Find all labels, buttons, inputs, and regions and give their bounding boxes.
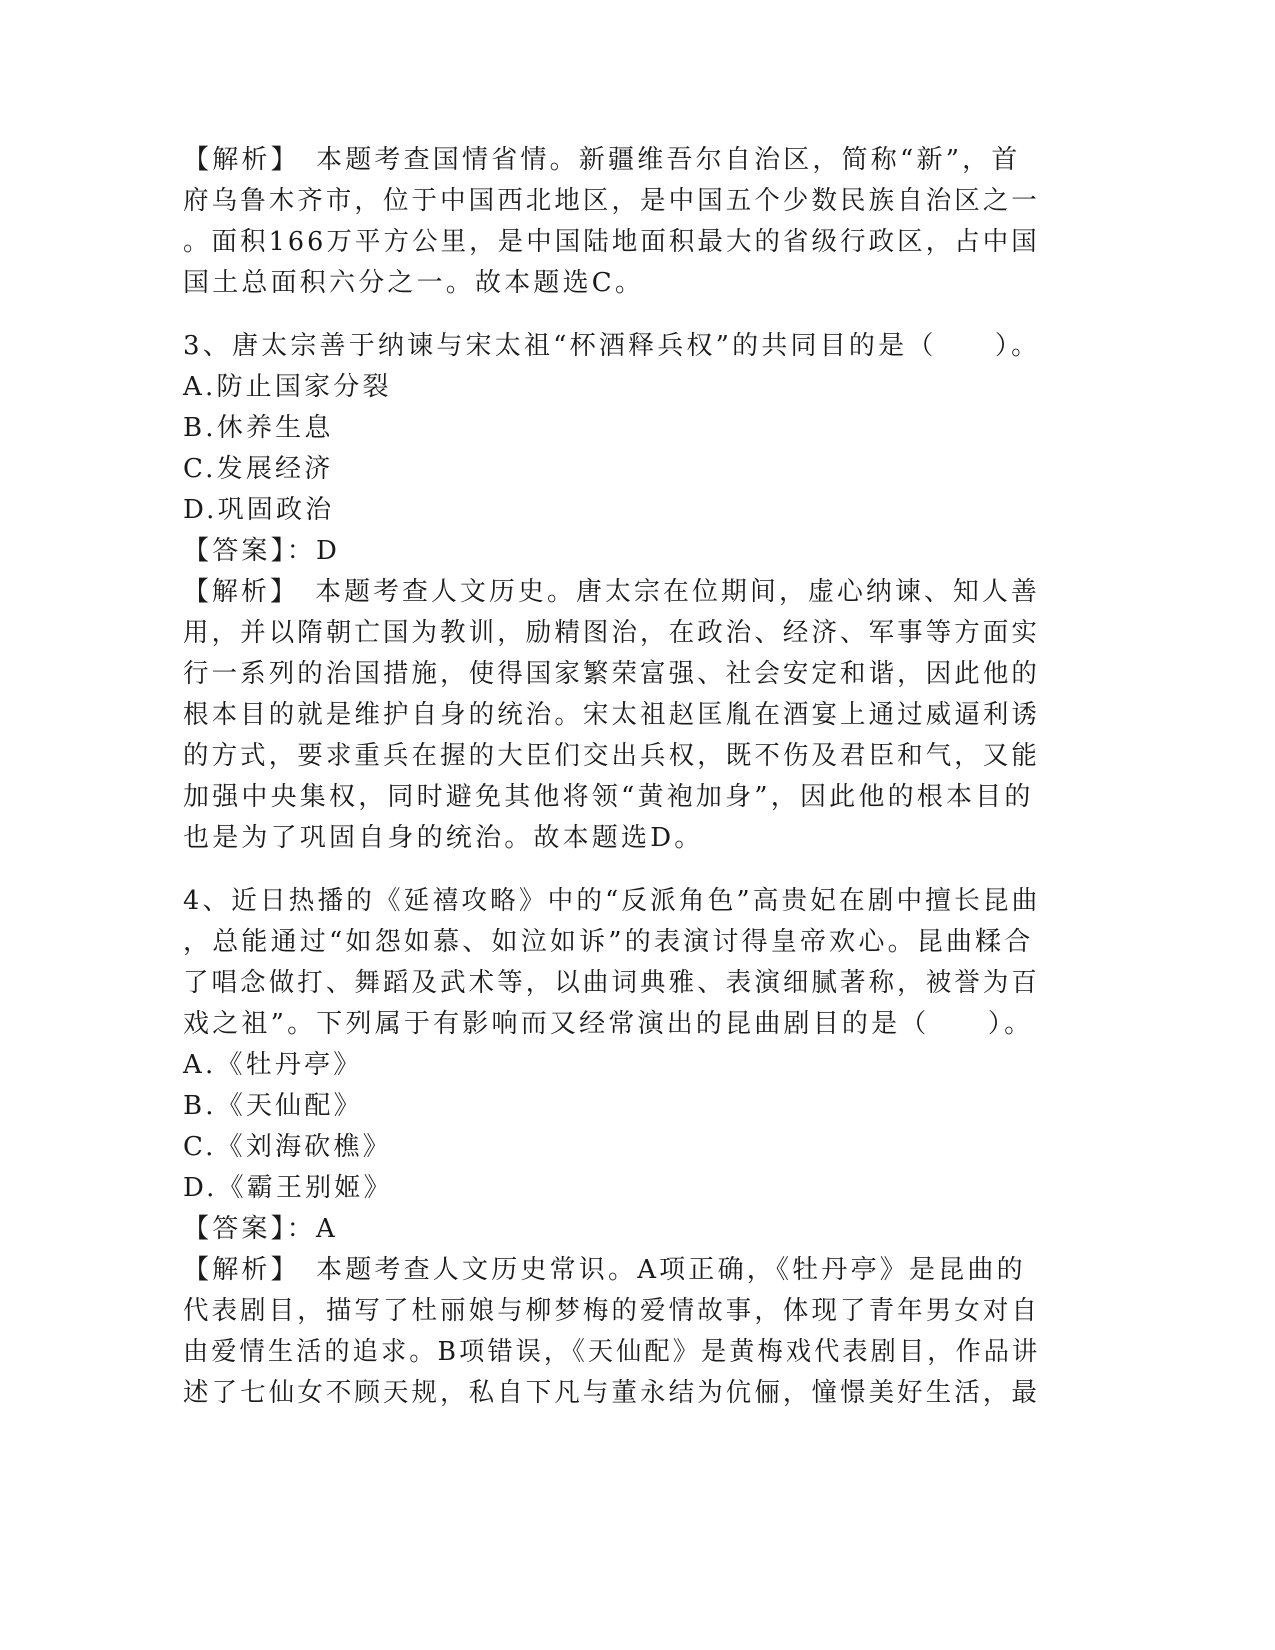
analysis-q3-line-6: 加强中央集权，同时避免其他将领“黄袍加身”，因此他的根本目的: [183, 782, 1034, 812]
question-3-stem: 3、唐太宗善于纳谏与宋太祖“杯酒释兵权”的共同目的是（ ）。: [183, 331, 1041, 361]
analysis-q2-line-3: 。面积166万平方公里，是中国陆地面积最大的省级行政区，占中国: [183, 227, 1040, 257]
analysis-q4-line-2: 代表剧目，描写了杜丽娘与柳梦梅的爱情故事，体现了青年男女对自: [183, 1296, 1041, 1326]
analysis-q4-line-3: 由爱情生活的追求。B项错误，《天仙配》是黄梅戏代表剧目，作品讲: [183, 1337, 1041, 1367]
analysis-q3-line-2: 用，并以隋朝亡国为教训，励精图治，在政治、经济、军事等方面实: [183, 618, 1041, 648]
question-4-option-a: A.《牡丹亭》: [183, 1050, 363, 1080]
question-4-option-d: D.《霸王别姬》: [183, 1173, 393, 1203]
analysis-q3-line-5: 的方式，要求重兵在握的大臣们交出兵权，既不伤及君臣和气，又能: [183, 741, 1041, 771]
analysis-q2-line-1: 【解析】 本题考查国情省情。新疆维吾尔自治区，简称“新”，首: [183, 145, 1021, 175]
question-3-option-d: D.巩固政治: [183, 495, 335, 525]
question-4-option-c: C.《刘海砍樵》: [183, 1132, 392, 1162]
question-3-option-c: C.发展经济: [183, 454, 334, 484]
question-4-stem-line-4: 戏之祖”。下列属于有影响而又经常演出的昆曲剧目的是（ ）。: [183, 1009, 1034, 1039]
analysis-q2-line-4: 国土总面积六分之一。故本题选C。: [183, 268, 645, 298]
question-4-stem-line-1: 4、近日热播的《延禧攻略》中的“反派角色”高贵妃在剧中擅长昆曲: [183, 886, 1041, 916]
analysis-q2-line-2: 府乌鲁木齐市，位于中国西北地区，是中国五个少数民族自治区之一: [183, 186, 1041, 216]
question-4-answer: 【答案】：A: [183, 1214, 338, 1244]
analysis-q3-line-3: 行一系列的治国措施，使得国家繁荣富强、社会安定和谐，因此他的: [183, 659, 1041, 689]
question-4-option-b: B.《天仙配》: [183, 1091, 363, 1121]
analysis-q3-line-4: 根本目的就是维护自身的统治。宋太祖赵匡胤在酒宴上通过威逼利诱: [183, 700, 1041, 730]
analysis-q4-line-4: 述了七仙女不顾天规，私自下凡与董永结为伉俪，憧憬美好生活，最: [183, 1378, 1041, 1408]
question-4-stem-line-2: ，总能通过“如怨如慕、如泣如诉”的表演讨得皇帝欢心。昆曲糅合: [183, 927, 1034, 957]
question-3-option-a: A.防止国家分裂: [183, 372, 392, 402]
question-4-stem-line-3: 了唱念做打、舞蹈及武术等，以曲词典雅、表演细腻著称，被誉为百: [183, 968, 1041, 998]
analysis-q3-line-1: 【解析】 本题考查人文历史。唐太宗在位期间，虚心纳谏、知人善: [183, 577, 1040, 607]
analysis-q4-line-1: 【解析】 本题考查人文历史常识。A项正确，《牡丹亭》是昆曲的: [183, 1255, 1026, 1285]
analysis-q3-line-7: 也是为了巩固自身的统治。故本题选D。: [183, 823, 704, 853]
question-3-option-b: B.休养生息: [183, 413, 334, 443]
question-3-answer: 【答案】：D: [183, 536, 341, 566]
